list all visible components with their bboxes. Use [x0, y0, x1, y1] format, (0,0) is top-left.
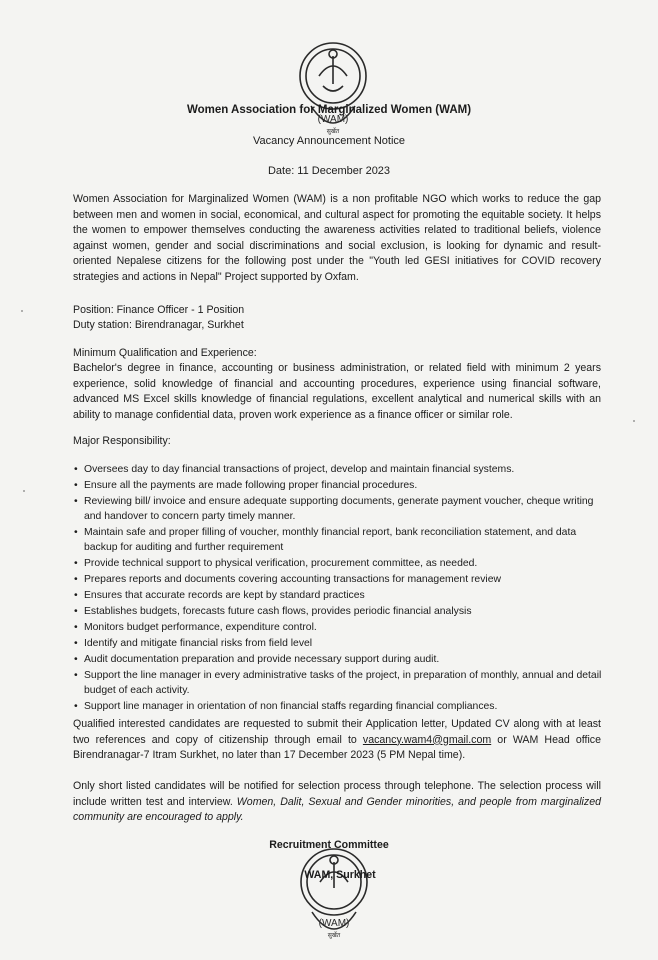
list-item: • Prepares reports and documents covering accounting transactions for management review [74, 572, 602, 587]
application-text-end: or WAM Head office Birendranagar-7 Itram Surkhet, no later than 17 December 2023 (5 PM Nepal time). [73, 733, 601, 762]
stamp-location-text: सुर्खेत [326, 128, 340, 135]
stamp-wam-text: (WAM) [317, 114, 349, 125]
stamp-location-text: सुर्खेत [327, 932, 341, 939]
list-item: • Audit documentation preparation and provide necessary support during audit. [74, 652, 602, 667]
recruitment-committee-signature: Recruitment Committee [269, 839, 389, 851]
application-paragraph [73, 717, 601, 764]
list-item: • Identify and mitigate financial risks from field level [74, 636, 602, 651]
list-item: • Provide technical support to physical verification, procurement committee, as needed. [74, 556, 602, 571]
organization-title: Women Association for Marginalized Women (WAM) [186, 104, 472, 116]
scan-speck [23, 490, 25, 492]
closing-text: Only short listed candidates will be notified for selection process through telephone. The selection process will include written test and interview. [73, 780, 601, 808]
list-item: • Reviewing bill/ invoice and ensure adequate supporting documents, generate payment voucher, cheque writing and handover to concern party timely manner. [74, 494, 602, 524]
committee-location: WAM, Surkhet [304, 869, 376, 881]
inclusion-statement: Women, Dalit, Sexual and Gender minorities, and people from marginalized community are encouraged to apply. [73, 795, 601, 824]
notice-subtitle: Vacancy Announcement Notice [252, 135, 406, 147]
list-item: • Support the line manager in every administrative tasks of the project, in preparation of monthly, annual and detail budget of each activity. [74, 668, 602, 698]
list-item: • Ensures that accurate records are kept by standard practices [74, 588, 602, 603]
application-text: Qualified interested candidates are requested to submit their Application letter, Updated CV along with at least two references and copy of citizenship through email to [73, 718, 601, 746]
list-item: • Oversees day to day financial transactions of project, develop and maintain financial systems. [74, 462, 602, 477]
stamp-wam-text: (WAM) [318, 918, 350, 929]
wam-seal-stamp-top [293, 36, 373, 140]
responsibility-heading: Major Responsibility: [73, 435, 171, 447]
closing-paragraph [73, 779, 601, 826]
list-item: • Maintain safe and proper filling of voucher, monthly financial report, bank reconciliation statement, and data backup for auditing and further requirement [74, 525, 602, 555]
duty-station-line: Duty station: Birendranagar, Surkhet [73, 319, 244, 331]
scan-speck [633, 420, 635, 422]
responsibility-list [74, 462, 602, 715]
qualification-heading: Minimum Qualification and Experience: [73, 347, 257, 359]
email-link[interactable]: vacancy.wam4@gmail.com [362, 733, 492, 746]
intro-paragraph: Women Association for Marginalized Women (WAM) is a non profitable NGO which works to reduce the gap between men and women in social, economical, and cultural aspect for promoting the equitable society. It helps the women to empower themselves conducting the awareness activities related to traditional beliefs, violence against women, gender and social discriminations and social exclusion, is looking for dynamic and result-oriented Nepalese citizens for the following post under the "Youth led GESI initiatives for COVID recovery strategies and actions in Nepal" Project supported by Oxfam. [73, 193, 601, 283]
scan-speck [21, 310, 23, 312]
list-item: • Support line manager in orientation of non financial staffs regarding financial compliances. [74, 699, 602, 714]
list-item: • Establishes budgets, forecasts future cash flows, provides periodic financial analysis [74, 604, 602, 619]
position-line: Position: Finance Officer - 1 Position [73, 304, 245, 316]
qualification-text: Bachelor's degree in finance, accounting or business administration, or related field with minimum 2 years experience, solid knowledge of financial and accounting procedures, experience using financial software, advanced MS Excel skills knowledge of financial regulations, excellent analytical and numerical skills with an ability to manage confidential data, proven work experience as a finance officer or similar role. [73, 362, 601, 421]
wam-seal-stamp-bottom [294, 838, 374, 942]
notice-date: Date: 11 December 2023 [267, 165, 391, 177]
list-item: • Ensure all the payments are made following proper financial procedures. [74, 478, 602, 493]
list-item: • Monitors budget performance, expenditure control. [74, 620, 602, 635]
